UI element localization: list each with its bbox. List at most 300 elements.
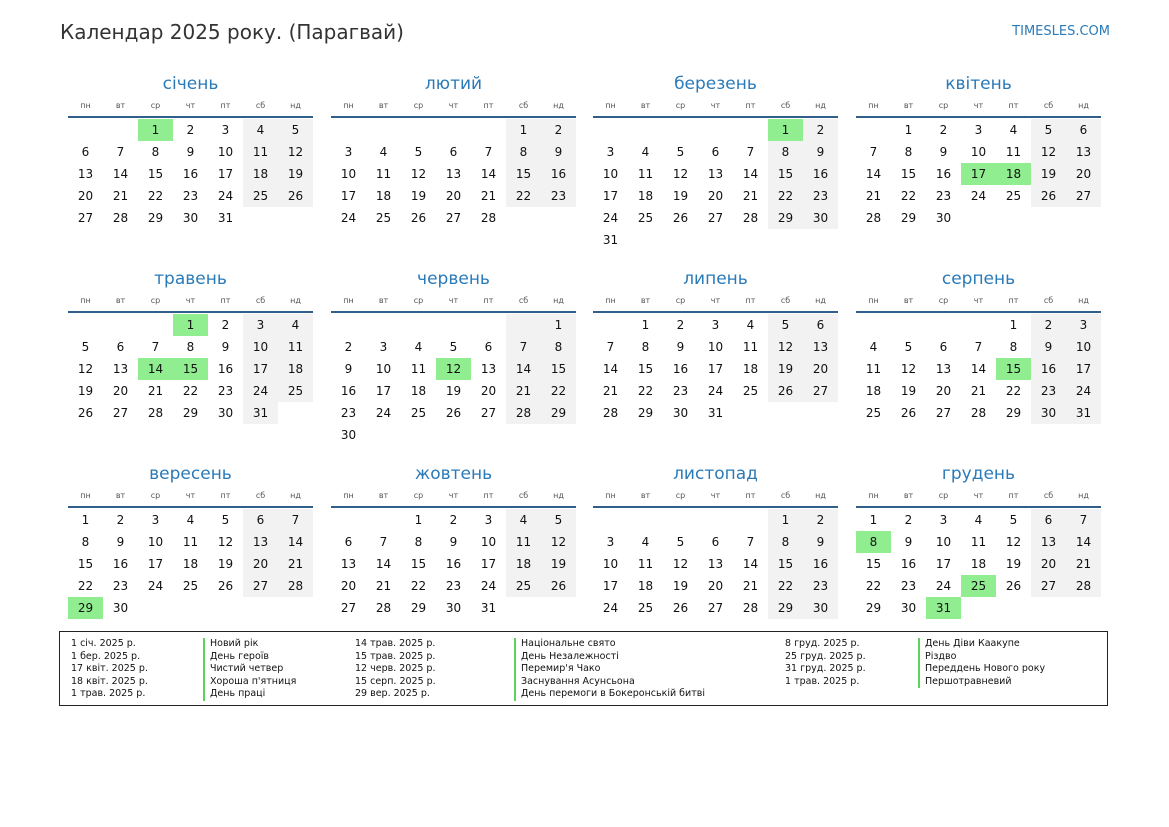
day-cell: 11: [637, 167, 654, 181]
month-name: грудень: [941, 464, 1016, 484]
weekday-label: сб: [780, 491, 791, 500]
day-cell: 7: [606, 340, 615, 354]
day-cell: 16: [803, 163, 838, 185]
day-grid: [68, 509, 313, 619]
day-cell: 5: [221, 513, 230, 527]
empty-cell: [856, 119, 891, 141]
month-divider: [856, 506, 1101, 508]
legend-dates-col-3: [785, 638, 866, 688]
empty-cell: [628, 119, 663, 141]
empty-cell: [593, 509, 628, 531]
day-cell: 14: [865, 167, 882, 181]
day-cell: 24: [602, 211, 619, 225]
day-cell: 21: [602, 384, 619, 398]
day-cell: 20: [243, 553, 278, 575]
day-cell: 25: [375, 211, 392, 225]
weekday-label: вт: [378, 296, 389, 305]
weekday-label: вт: [640, 296, 651, 305]
weekday-label: нд: [290, 491, 301, 500]
month-name: листопад: [673, 464, 758, 484]
holiday-day-cell: 15: [996, 358, 1031, 380]
day-cell: 27: [445, 211, 462, 225]
day-cell: 26: [768, 380, 803, 402]
day-cell: 6: [1066, 119, 1101, 141]
empty-cell: [366, 509, 401, 531]
day-cell: 29: [410, 601, 427, 615]
empty-cell: [103, 119, 138, 141]
legend-date: 1 січ. 2025 р.: [71, 638, 136, 649]
day-cell: 17: [1066, 358, 1101, 380]
day-cell: 10: [1066, 336, 1101, 358]
day-cell: 15: [506, 163, 541, 185]
day-grid: [331, 314, 576, 446]
day-cell: 21: [480, 189, 497, 203]
day-cell: 14: [506, 358, 541, 380]
day-cell: 22: [410, 579, 427, 593]
day-cell: 6: [449, 145, 458, 159]
day-cell: 23: [900, 579, 917, 593]
weekday-label: чт: [185, 101, 196, 110]
day-cell: 11: [865, 362, 882, 376]
day-cell: 14: [602, 362, 619, 376]
day-cell: 10: [602, 557, 619, 571]
month-4: [856, 72, 1101, 229]
day-cell: 24: [707, 384, 724, 398]
day-cell: 29: [147, 211, 164, 225]
weekday-label: ср: [413, 491, 424, 500]
day-cell: 12: [77, 362, 94, 376]
day-cell: 2: [803, 119, 838, 141]
day-cell: 26: [445, 406, 462, 420]
weekday-label: пн: [343, 296, 354, 305]
day-cell: 2: [344, 340, 353, 354]
day-cell: 16: [541, 163, 576, 185]
weekday-label: ср: [413, 101, 424, 110]
holiday-day-cell: 31: [926, 597, 961, 619]
day-cell: 27: [480, 406, 497, 420]
day-cell: 18: [243, 163, 278, 185]
day-cell: 18: [375, 189, 392, 203]
empty-cell: [138, 314, 173, 336]
day-cell: 21: [112, 189, 129, 203]
month-6: [331, 267, 576, 446]
day-cell: 24: [602, 601, 619, 615]
legend-date: 15 серп. 2025 р.: [355, 675, 436, 687]
day-cell: 5: [81, 340, 90, 354]
day-cell: 19: [1031, 163, 1066, 185]
legend-names-col-2: [514, 638, 705, 701]
day-cell: 20: [340, 579, 357, 593]
day-cell: 7: [116, 145, 125, 159]
month-name: січень: [162, 74, 219, 94]
day-cell: 30: [340, 428, 357, 442]
day-cell: 2: [221, 318, 230, 332]
day-cell: 26: [1031, 185, 1066, 207]
day-cell: 19: [278, 163, 313, 185]
day-cell: 24: [217, 189, 234, 203]
day-cell: 12: [672, 557, 689, 571]
day-cell: 7: [379, 535, 388, 549]
day-cell: 10: [243, 336, 278, 358]
day-cell: 20: [77, 189, 94, 203]
day-cell: 31: [602, 233, 619, 247]
day-cell: 2: [676, 318, 685, 332]
day-cell: 20: [445, 189, 462, 203]
day-cell: 31: [1066, 402, 1101, 424]
day-cell: 3: [344, 145, 353, 159]
day-cell: 29: [541, 402, 576, 424]
day-cell: 6: [344, 535, 353, 549]
weekday-label: пт: [483, 101, 494, 110]
day-cell: 25: [637, 601, 654, 615]
day-cell: 4: [243, 119, 278, 141]
empty-cell: [593, 314, 628, 336]
weekday-label: вт: [640, 101, 651, 110]
day-cell: 17: [147, 557, 164, 571]
weekday-label: пн: [80, 491, 91, 500]
day-cell: 10: [935, 535, 952, 549]
day-cell: 20: [707, 189, 724, 203]
day-cell: 29: [768, 597, 803, 619]
day-cell: 18: [865, 384, 882, 398]
day-grid: [593, 509, 838, 619]
day-cell: 2: [186, 123, 195, 137]
day-cell: 23: [340, 406, 357, 420]
weekday-label: чт: [973, 491, 984, 500]
day-cell: 20: [707, 579, 724, 593]
weekday-label: пт: [1008, 101, 1019, 110]
day-cell: 14: [742, 167, 759, 181]
day-cell: 4: [186, 513, 195, 527]
day-cell: 12: [1031, 141, 1066, 163]
empty-cell: [663, 119, 698, 141]
day-cell: 30: [672, 406, 689, 420]
weekday-header: [593, 488, 838, 504]
month-name: серпень: [941, 269, 1016, 289]
month-name: червень: [417, 269, 490, 289]
day-grid: [68, 119, 313, 229]
weekday-label: пт: [745, 296, 756, 305]
day-cell: 5: [541, 509, 576, 531]
legend-holiday-name: Хороша п'ятниця: [203, 676, 296, 689]
day-cell: 21: [1066, 553, 1101, 575]
day-cell: 9: [1031, 336, 1066, 358]
day-cell: 30: [935, 211, 952, 225]
day-cell: 6: [803, 314, 838, 336]
day-cell: 21: [970, 384, 987, 398]
day-cell: 3: [484, 513, 493, 527]
empty-cell: [436, 314, 471, 336]
empty-cell: [926, 314, 961, 336]
day-cell: 11: [637, 557, 654, 571]
day-cell: 13: [445, 167, 462, 181]
day-cell: 13: [707, 557, 724, 571]
month-name: лютий: [424, 74, 483, 94]
month-name: квітень: [945, 74, 1012, 94]
day-cell: 12: [1005, 535, 1022, 549]
weekday-label: чт: [448, 101, 459, 110]
legend-names-col-1: [203, 638, 296, 701]
day-cell: 7: [746, 145, 755, 159]
day-cell: 4: [414, 340, 423, 354]
day-cell: 10: [375, 362, 392, 376]
day-cell: 4: [746, 318, 755, 332]
day-cell: 7: [506, 336, 541, 358]
month-10: [331, 462, 576, 619]
empty-cell: [366, 314, 401, 336]
day-cell: 1: [414, 513, 423, 527]
day-cell: 10: [147, 535, 164, 549]
holiday-day-cell: 18: [996, 163, 1031, 185]
legend-date: 1 бер. 2025 р.: [71, 650, 141, 662]
day-cell: 21: [506, 380, 541, 402]
day-cell: 26: [278, 185, 313, 207]
empty-cell: [331, 314, 366, 336]
day-cell: 13: [77, 167, 94, 181]
day-cell: 22: [147, 189, 164, 203]
day-cell: 22: [768, 185, 803, 207]
day-cell: 20: [112, 384, 129, 398]
page-title: Календар 2025 року. (Парагвай): [60, 20, 404, 44]
weekday-label: пт: [483, 491, 494, 500]
legend-holiday-name: День Незалежності: [514, 651, 705, 664]
weekday-label: вт: [115, 296, 126, 305]
day-cell: 26: [672, 211, 689, 225]
day-cell: 25: [742, 384, 759, 398]
day-cell: 24: [243, 380, 278, 402]
day-cell: 3: [243, 314, 278, 336]
day-cell: 23: [541, 185, 576, 207]
day-cell: 6: [243, 509, 278, 531]
legend-dates-col-1: [71, 638, 148, 701]
legend-date: 14 трав. 2025 р.: [355, 638, 436, 649]
day-cell: 24: [1066, 380, 1101, 402]
empty-cell: [506, 314, 541, 336]
day-cell: 16: [900, 557, 917, 571]
day-cell: 27: [77, 211, 94, 225]
day-cell: 2: [803, 509, 838, 531]
day-grid: [331, 509, 576, 619]
day-cell: 6: [939, 340, 948, 354]
weekday-label: вт: [378, 101, 389, 110]
day-cell: 3: [606, 535, 615, 549]
day-cell: 23: [217, 384, 234, 398]
weekday-header: [331, 98, 576, 114]
day-cell: 3: [379, 340, 388, 354]
day-cell: 1: [81, 513, 90, 527]
day-cell: 6: [484, 340, 493, 354]
day-cell: 4: [1009, 123, 1018, 137]
day-cell: 9: [676, 340, 685, 354]
day-cell: 3: [1066, 314, 1101, 336]
day-cell: 28: [375, 601, 392, 615]
month-divider: [856, 311, 1101, 313]
day-cell: 22: [541, 380, 576, 402]
weekday-header: [68, 98, 313, 114]
legend-date: 1 трав. 2025 р.: [785, 675, 860, 687]
day-cell: 9: [449, 535, 458, 549]
weekday-label: ср: [938, 491, 949, 500]
weekday-label: пн: [868, 101, 879, 110]
day-cell: 22: [865, 579, 882, 593]
weekday-label: сб: [518, 491, 529, 500]
day-cell: 19: [410, 189, 427, 203]
day-cell: 15: [865, 557, 882, 571]
day-cell: 12: [278, 141, 313, 163]
day-cell: 12: [541, 531, 576, 553]
day-cell: 21: [742, 189, 759, 203]
day-cell: 17: [243, 358, 278, 380]
month-3: [593, 72, 838, 251]
day-cell: 2: [116, 513, 125, 527]
month-1: [68, 72, 313, 229]
day-cell: 18: [278, 358, 313, 380]
day-cell: 31: [217, 211, 234, 225]
weekday-label: пт: [220, 296, 231, 305]
day-cell: 23: [803, 185, 838, 207]
day-cell: 8: [641, 340, 650, 354]
day-cell: 11: [410, 362, 427, 376]
holiday-day-cell: 17: [961, 163, 996, 185]
day-cell: 2: [449, 513, 458, 527]
legend-date: 18 квіт. 2025 р.: [71, 675, 148, 687]
day-cell: 9: [939, 145, 948, 159]
month-divider: [331, 311, 576, 313]
weekday-label: пт: [1008, 491, 1019, 500]
day-grid: [593, 119, 838, 251]
day-cell: 13: [112, 362, 129, 376]
day-cell: 15: [541, 358, 576, 380]
day-grid: [331, 119, 576, 229]
day-cell: 4: [974, 513, 983, 527]
day-cell: 20: [480, 384, 497, 398]
day-cell: 19: [217, 557, 234, 571]
legend-holiday-name: День Діви Каакупе: [918, 638, 1045, 651]
holiday-day-cell: 14: [138, 358, 173, 380]
day-cell: 15: [410, 557, 427, 571]
weekday-label: пн: [868, 296, 879, 305]
month-divider: [593, 116, 838, 118]
holiday-day-cell: 1: [138, 119, 173, 141]
day-cell: 28: [1066, 575, 1101, 597]
legend-dates-col-2: [355, 638, 436, 701]
weekday-label: нд: [553, 296, 564, 305]
day-cell: 7: [1066, 509, 1101, 531]
day-cell: 18: [506, 553, 541, 575]
day-cell: 9: [904, 535, 913, 549]
day-cell: 19: [900, 384, 917, 398]
weekday-label: сб: [780, 296, 791, 305]
day-cell: 28: [278, 575, 313, 597]
brand-link[interactable]: TIMESLES.COM: [1012, 24, 1110, 39]
day-cell: 19: [541, 553, 576, 575]
day-cell: 25: [182, 579, 199, 593]
weekday-header: [856, 293, 1101, 309]
legend-holiday-name: Різдво: [918, 651, 1045, 664]
day-cell: 13: [243, 531, 278, 553]
day-cell: 26: [77, 406, 94, 420]
legend-date: 25 груд. 2025 р.: [785, 650, 866, 662]
empty-cell: [471, 119, 506, 141]
day-cell: 11: [1005, 145, 1022, 159]
day-cell: 6: [711, 145, 720, 159]
day-cell: 16: [182, 167, 199, 181]
month-divider: [856, 116, 1101, 118]
day-cell: 7: [869, 145, 878, 159]
day-cell: 3: [974, 123, 983, 137]
day-cell: 13: [707, 167, 724, 181]
day-cell: 22: [182, 384, 199, 398]
day-cell: 13: [1031, 531, 1066, 553]
day-cell: 20: [803, 358, 838, 380]
day-cell: 10: [602, 167, 619, 181]
day-cell: 8: [81, 535, 90, 549]
day-cell: 22: [1005, 384, 1022, 398]
day-cell: 14: [1066, 531, 1101, 553]
day-cell: 21: [278, 553, 313, 575]
day-cell: 21: [375, 579, 392, 593]
day-cell: 11: [182, 535, 199, 549]
weekday-label: пн: [868, 491, 879, 500]
weekday-label: пн: [343, 101, 354, 110]
empty-cell: [68, 119, 103, 141]
day-cell: 30: [1031, 402, 1066, 424]
weekday-label: нд: [815, 296, 826, 305]
day-cell: 9: [186, 145, 195, 159]
day-cell: 18: [410, 384, 427, 398]
weekday-label: ср: [413, 296, 424, 305]
day-cell: 8: [1009, 340, 1018, 354]
weekday-label: вт: [115, 101, 126, 110]
day-cell: 9: [803, 141, 838, 163]
day-cell: 24: [375, 406, 392, 420]
empty-cell: [401, 119, 436, 141]
day-cell: 28: [970, 406, 987, 420]
day-cell: 12: [672, 167, 689, 181]
holiday-day-cell: 1: [173, 314, 208, 336]
day-cell: 26: [672, 601, 689, 615]
weekday-label: пн: [605, 101, 616, 110]
weekday-label: чт: [185, 491, 196, 500]
day-cell: 5: [414, 145, 423, 159]
weekday-label: нд: [1078, 101, 1089, 110]
day-cell: 28: [742, 601, 759, 615]
day-cell: 5: [278, 119, 313, 141]
month-divider: [331, 506, 576, 508]
day-cell: 29: [768, 207, 803, 229]
weekday-label: сб: [780, 101, 791, 110]
day-cell: 8: [186, 340, 195, 354]
day-cell: 19: [1005, 557, 1022, 571]
weekday-label: сб: [518, 101, 529, 110]
weekday-label: пн: [80, 296, 91, 305]
day-cell: 4: [641, 145, 650, 159]
weekday-label: ср: [150, 101, 161, 110]
day-cell: 16: [112, 557, 129, 571]
day-cell: 28: [112, 211, 129, 225]
day-cell: 23: [935, 189, 952, 203]
day-cell: 10: [707, 340, 724, 354]
day-cell: 18: [742, 362, 759, 376]
day-cell: 23: [803, 575, 838, 597]
day-cell: 30: [182, 211, 199, 225]
day-cell: 30: [803, 207, 838, 229]
weekday-label: чт: [710, 101, 721, 110]
day-cell: 15: [147, 167, 164, 181]
day-cell: 14: [970, 362, 987, 376]
day-cell: 20: [935, 384, 952, 398]
day-grid: [856, 119, 1101, 229]
